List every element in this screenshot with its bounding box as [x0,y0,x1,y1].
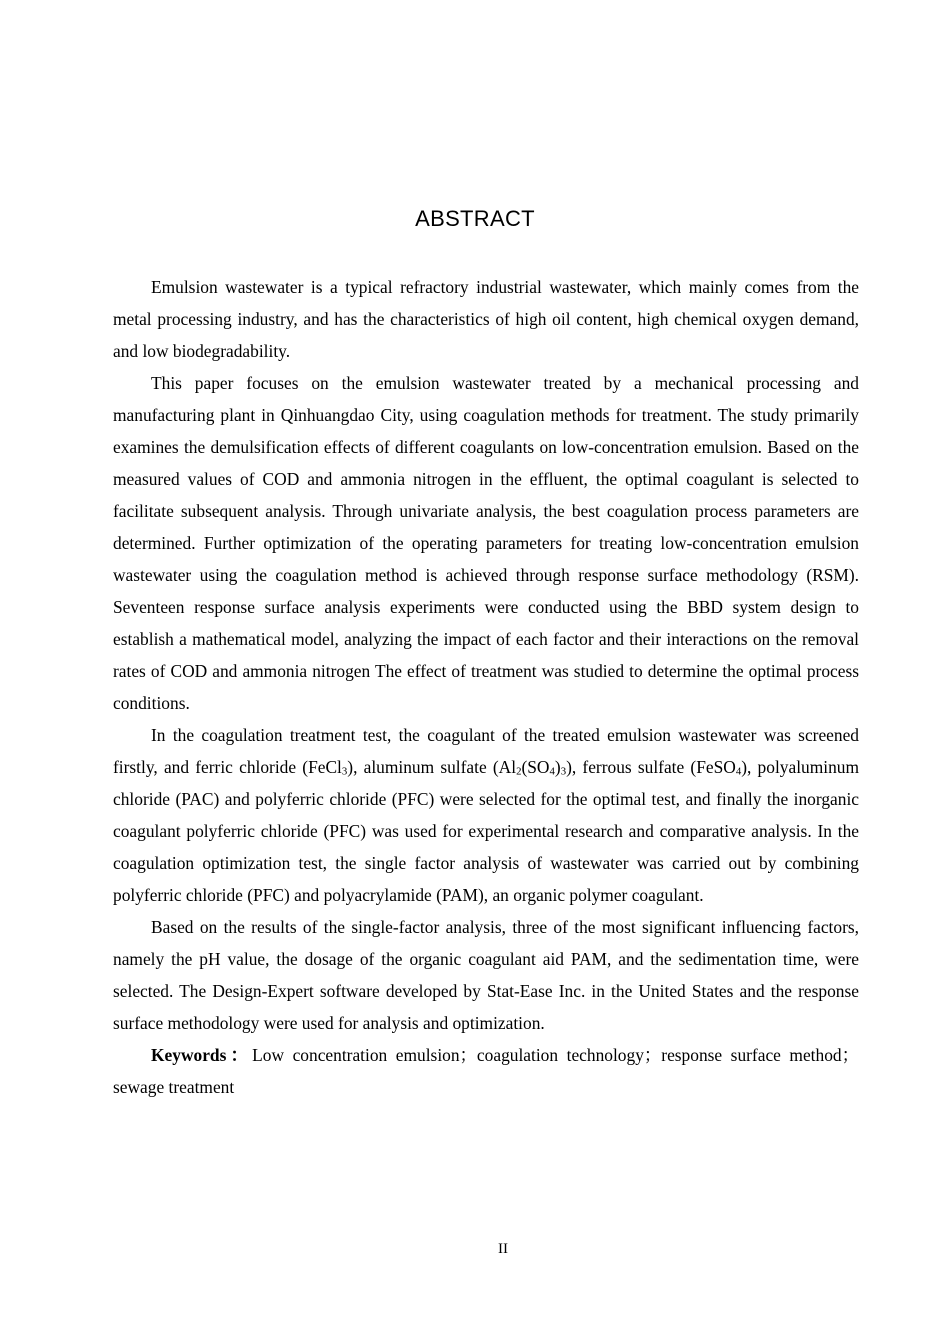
paragraph-text: ), ferrous sulfate (FeSO [566,757,736,777]
abstract-paragraph-4: Based on the results of the single-factor analysis, three of the most significant influencing factors, namely the pH value, the dosage of the organic coagulant aid PAM, and the sedimentation time, were selected. The Design-Expert software developed by Stat-Ease Inc. in the United States and the response surface methodology were used for analysis and optimization. [113,917,859,1033]
abstract-paragraph-2: This paper focuses on the emulsion wastewater treated by a mechanical processing and manufacturing plant in Qinhuangdao City, using coagulation methods for treatment. The study primarily examines the demulsification effects of different coagulants on low-concentration emulsion. Based on the measured values of COD and ammonia nitrogen in the effluent, the optimal coagulant is selected to facilitate subsequent analysis. Through univariate analysis, the best coagulation process parameters are determined. Further optimization of the operating parameters for treating low-concentration emulsion wastewater using the coagulation method is achieved through response surface methodology (RSM). Seventeen response surface analysis experiments were conducted using the BBD system design to establish a mathematical model, analyzing the impact of each factor and their interactions on the removal rates of COD and ammonia nitrogen The effect of treatment was studied to determine the optimal process conditions. [113,373,859,713]
subscript: 4 [735,765,742,778]
abstract-paragraph-3 [113,719,859,911]
abstract-paragraph-1: Emulsion wastewater is a typical refractory industrial wastewater, which mainly comes from the metal processing industry, and has the characteristics of high oil content, high chemical oxygen demand, and low biodegradability. [113,277,859,361]
keywords-label: Keywords： [151,1045,253,1065]
subscript: 4 [549,765,555,778]
subscript: 3 [560,765,567,778]
paragraph-text: ) [554,757,561,777]
paragraph-text: (SO [521,757,550,777]
page-title: ABSTRACT [415,206,535,231]
subscript: 2 [516,765,522,778]
subscript: 3 [341,765,348,778]
keywords-text: Low concentration emulsion；coagulation technology；response surface method；sewage treatment [113,1045,859,1097]
abstract-body [113,271,859,1103]
keywords-line [113,1039,859,1103]
paragraph-text: ), aluminum sulfate (Al [347,757,517,777]
page-number: II [498,1241,508,1257]
paragraph-text: In the coagulation treatment test, the coagulant of the treated emulsion wastewater was screened firstly, and ferric chloride (FeCl [113,725,859,777]
paragraph-text: ), polyaluminum chloride (PAC) and polyferric chloride (PFC) were selected for the optimal test, and finally the inorganic coagulant polyferric chloride (PFC) was used for experimental research and comparative analysis. In the coagulation optimization test, the single factor analysis of wastewater was carried out by combining polyferric chloride (PFC) and polyacrylamide (PAM), an organic polymer coagulant. [113,757,859,905]
